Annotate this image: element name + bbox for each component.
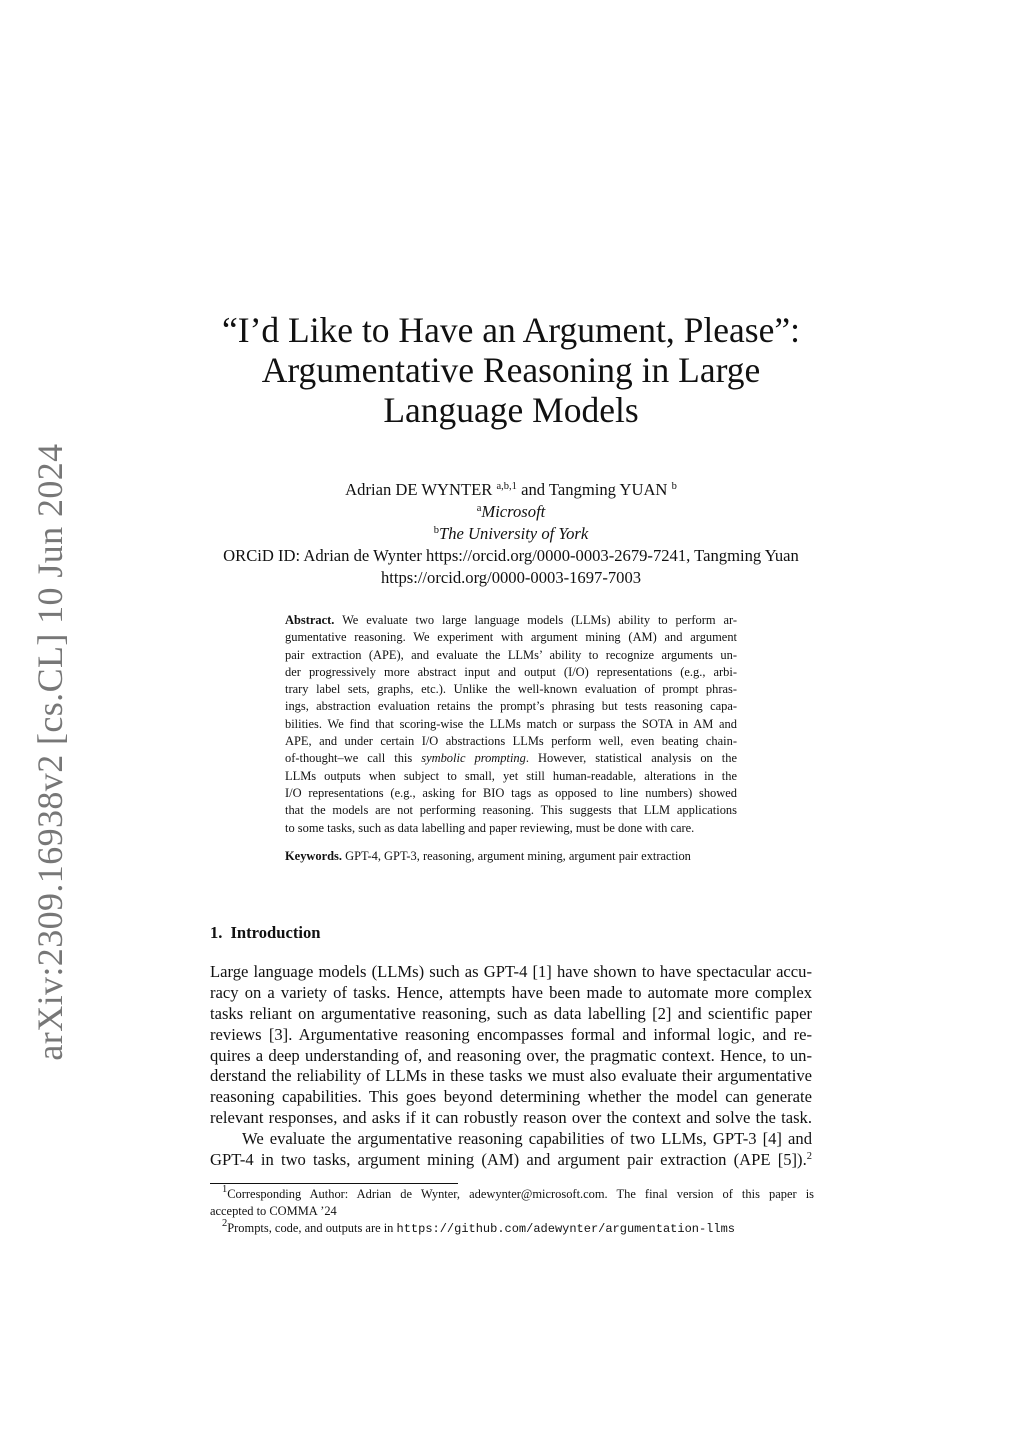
author-block (150, 479, 872, 589)
abstract-line: I/O representations (e.g., asking for BIO tags as opposed to line numbers) showed (285, 785, 737, 800)
paper-title (205, 310, 817, 430)
body-line: tasks reliant on argumentative reasoning, such as data labelling [2] and scientific paper (210, 1003, 812, 1023)
abstract-line: that the models are not performing reasoning. This suggests that LLM applications (285, 803, 737, 818)
abstract (285, 612, 737, 837)
body-line: reasoning capabilities. This goes beyond determining whether the model can generate (210, 1087, 812, 1107)
keywords (285, 848, 745, 865)
abstract-emphasis: symbolic prompting (421, 751, 526, 766)
author-conjunction: and (521, 480, 546, 499)
author-affiliation-mark: b (671, 481, 677, 492)
body-line: quires a deep understanding of, and reasoning over, the pragmatic context. Hence, to un- (210, 1045, 812, 1065)
footnote-mark: 2 (222, 1217, 228, 1229)
author-affiliation-mark: a,b,1 (496, 481, 517, 492)
abstract-line: APE, and under certain I/O abstractions LLMs perform well, even beating chain- (285, 734, 737, 749)
body-line: reviews [3]. Argumentative reasoning encompasses formal and informal logic, and re- (210, 1024, 812, 1044)
footnote-1 (210, 1186, 814, 1220)
body-text: GPT-4 in two tasks, argument mining (AM) and argument pair extraction (APE [5]). (210, 1150, 807, 1170)
orcid-line: https://orcid.org/0000-0003-1697-7003 (380, 568, 642, 587)
abstract-line: trary label sets, graphs, etc.). Unlike the well-known evaluation of prompt phras- (285, 682, 737, 697)
footnote-text: Corresponding Author: Adrian de Wynter, adewynter@microsoft.com. The final version of this paper is (227, 1187, 814, 1201)
title-line: Language Models (383, 390, 639, 430)
repository-link[interactable]: https://github.com/adewynter/argumentation-llms (396, 1221, 735, 1236)
affiliation-mark: a (476, 503, 482, 514)
author-name: Tangming YUAN (548, 480, 668, 499)
abstract-line (285, 750, 737, 767)
introduction-body (210, 962, 812, 1171)
footnote-marker: 2 (806, 1151, 812, 1163)
body-line: derstand the reliability of LLMs in these tasks we must also evaluate their argumentative (210, 1066, 812, 1086)
title-line: Argumentative Reasoning in Large (261, 350, 761, 390)
keywords-text: GPT-4, GPT-3, reasoning, argument mining, argument pair extraction (345, 849, 691, 863)
abstract-line: gumentative reasoning. We experiment with argument mining (AM) and argument (285, 630, 737, 645)
body-line: Large language models (LLMs) such as GPT-4 [1] have shown to have spectacular accu- (210, 962, 812, 981)
affiliation-name: Microsoft (481, 502, 546, 521)
footnote-line: accepted to COMMA ’24 (210, 1203, 337, 1218)
body-line: We evaluate the argumentative reasoning capabilities of two LLMs, GPT-3 [4] and (242, 1129, 812, 1149)
author-line (150, 479, 872, 501)
body-line: racy on a variety of tasks. Hence, attempts have been made to automate more complex (210, 982, 812, 1002)
abstract-text: of-thought–we call this (285, 751, 413, 766)
abstract-line: LLMs outputs when subject to small, yet still human-readable, alterations in the (285, 768, 737, 783)
section-title: Introduction (230, 923, 321, 942)
abstract-text: . However, statistical analysis on the (525, 751, 737, 766)
arxiv-identifier: arXiv:2309.16938v2 [cs.CL] 10 Jun 2024 (30, 443, 70, 1061)
footnote-rule (210, 1183, 458, 1184)
footnote-line (210, 1217, 814, 1238)
affiliation-line (150, 523, 872, 545)
footnote-line (210, 1186, 814, 1203)
abstract-line (285, 612, 737, 629)
affiliation-mark: b (433, 525, 440, 536)
abstract-line: to some tasks, such as data labelling and paper reviewing, must be done with care. (285, 820, 695, 835)
body-line: relevant responses, and asks if it can robustly reason over the context and solve the task. (210, 1108, 812, 1128)
abstract-line: ings, abstraction evaluation retains the prompt’s phrasing but tests reasoning capa- (285, 699, 737, 714)
section-heading (210, 923, 321, 943)
footnote-2 (210, 1217, 814, 1238)
author-name: Adrian DE WYNTER (345, 480, 493, 499)
affiliation-name: The University of York (439, 524, 589, 543)
footnote-mark: 1 (222, 1184, 228, 1195)
abstract-line: pair extraction (APE), and evaluate the LLMs’ ability to recognize arguments un- (285, 647, 737, 662)
abstract-label: Abstract. (285, 613, 335, 627)
body-line (210, 1150, 812, 1171)
orcid-line: ORCiD ID: Adrian de Wynter https://orcid.org/0000-0003-2679-7241, Tangming Yuan (223, 546, 799, 565)
keywords-label: Keywords. (285, 849, 343, 863)
affiliation-line (150, 501, 872, 523)
footnotes (210, 1186, 814, 1237)
footnote-text: Prompts, code, and outputs are in (227, 1220, 394, 1235)
abstract-line: der progressively more abstract input and output (I/O) representations (e.g., arbi- (285, 664, 737, 679)
abstract-line: bilities. We find that scoring-wise the LLMs match or surpass the SOTA in AM and (285, 716, 737, 731)
section-number: 1. (210, 923, 223, 942)
title-line: “I’d Like to Have an Argument, Please”: (221, 310, 800, 350)
abstract-text: We evaluate two large language models (LLMs) ability to perform ar- (342, 613, 737, 627)
